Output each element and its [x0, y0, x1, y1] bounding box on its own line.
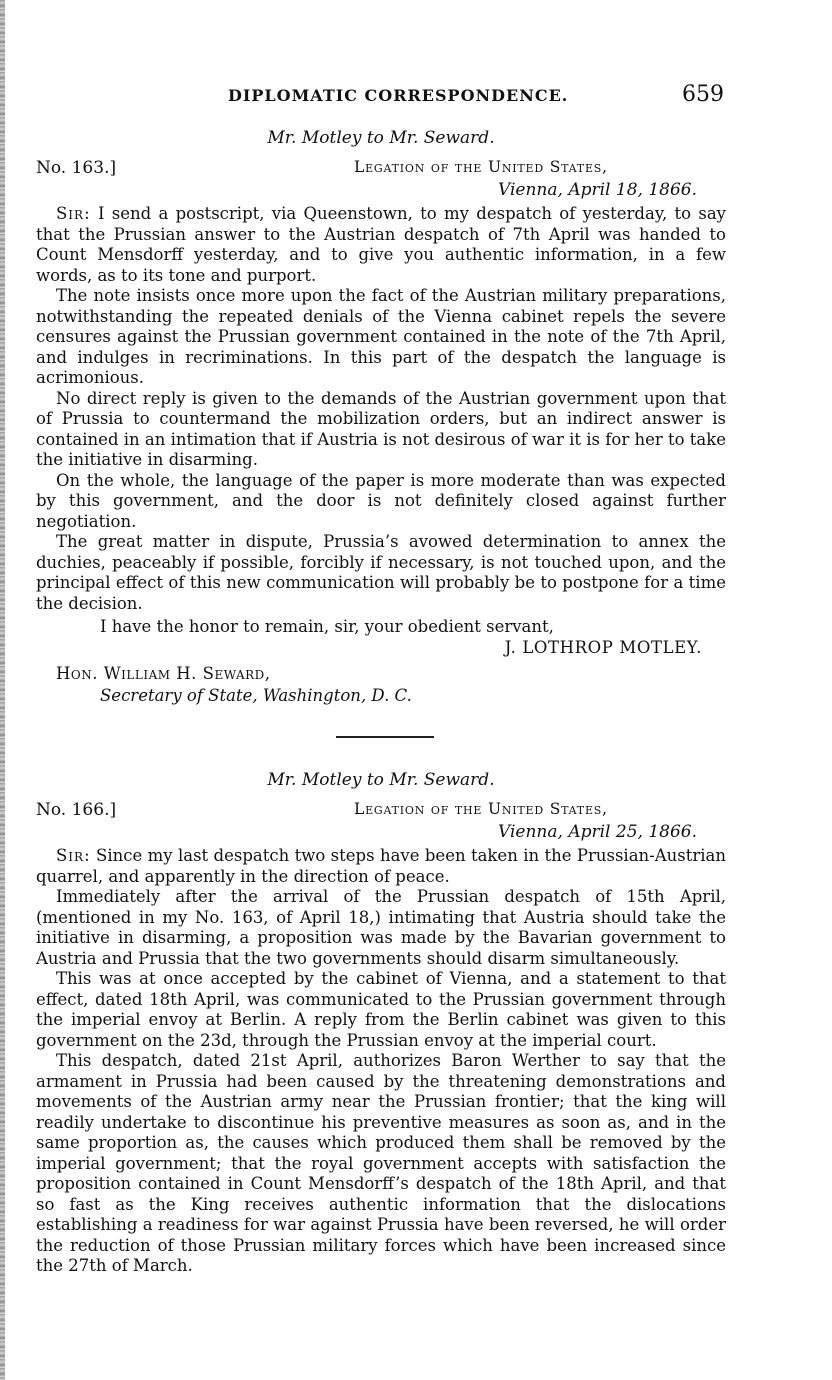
legation-line: Legation of the United States,	[354, 158, 608, 176]
section-divider	[336, 736, 434, 738]
letter-header-row	[36, 800, 726, 846]
running-head	[36, 82, 726, 112]
body-paragraph	[36, 204, 726, 286]
letter-heading-text: Mr. Motley to Mr. Seward.	[267, 770, 495, 790]
paragraph-text: I send a postscript, via Queenstown, to my despatch of yesterday, to say that the Prussian answer to the Austrian despatch of 7th April was handed to Count Mensdorff yesterday, and to give you authentic information, in a few words, as to its tone and purport.	[36, 204, 726, 285]
letter-header-row	[36, 158, 726, 204]
addressee-name: Hon. William H. Seward,	[56, 664, 271, 683]
body-paragraph: On the whole, the language of the paper is more moderate than was expected by this government, and the door is not definitely closed against further negotiation.	[36, 470, 726, 531]
letter-heading	[36, 128, 726, 148]
place-date: Vienna, April 25, 1866.	[498, 822, 697, 842]
body-paragraph: No direct reply is given to the demands of the Austrian government upon that of Prussia to countermand the mobilization orders, but an indirect answer is contained in an intimation that if Austria is not desirous of war it is for her to take the initiative in disarming.	[36, 388, 727, 469]
signature: J. LOTHROP MOTLEY.	[504, 638, 702, 657]
salutation: Sir:	[56, 846, 91, 865]
body-paragraph: The great matter in dispute, Prussia’s avowed determination to annex the duchies, peaceably if possible, forcibly if necessary, is not touched upon, and the principal effect of this new communication will probably be to postpone for a time the decision.	[36, 532, 726, 613]
body-paragraph: This was at once accepted by the cabinet of Vienna, and a statement to that effect, dated 18th April, was communicated to the Prussian government through the imperial envoy at Berlin. A reply from the Berlin cabinet was given to this government on the 23d, through the Prussian envoy at the imperial court.	[36, 969, 726, 1050]
running-head-title: DIPLOMATIC CORRESPONDENCE.	[228, 86, 569, 105]
paragraph-text: Since my last despatch two steps have been taken in the Prussian-Austrian quarrel, and apparently in the direction of peace.	[36, 846, 727, 886]
letter-heading-text: Mr. Motley to Mr. Seward.	[267, 128, 495, 148]
body-paragraph	[36, 846, 726, 887]
place-date: Vienna, April 18, 1866.	[498, 180, 697, 200]
legation-line: Legation of the United States,	[354, 800, 608, 818]
body-paragraph: Immediately after the arrival of the Prussian despatch of 15th April, (mentioned in my No. 163, of April 18,) intimating that Austria should take the initiative in disarming, a proposition was made by the Bavarian government to Austria and Prussia that the two governments should disarm simultaneously.	[36, 887, 726, 968]
body-paragraph: The note insists once more upon the fact of the Austrian military preparations, notwithstanding the repeated denials of the Vienna cabinet repels the severe censures against the Prussian government contained in the note of the 7th April, and indulges in recriminations. In this part of the despatch the language is acrimonious.	[36, 286, 726, 387]
addressee-title: Secretary of State, Washington, D. C.	[100, 686, 412, 705]
scan-edge	[0, 0, 5, 1380]
despatch-number: No. 166.]	[36, 800, 117, 820]
letter-no-166	[36, 770, 726, 1277]
document-page	[36, 0, 726, 1380]
closing-line: I have the honor to remain, sir, your obedient servant,	[100, 617, 554, 636]
page-number: 659	[682, 82, 724, 107]
despatch-number: No. 163.]	[36, 158, 117, 178]
salutation: Sir:	[56, 204, 91, 223]
letter-heading	[36, 770, 726, 790]
letter-no-163	[36, 128, 726, 707]
body-paragraph: This despatch, dated 21st April, authorizes Baron Werther to say that the armament in Prussia had been caused by the threatening demonstrations and movements of the Austrian army near the Prussian frontier; that the king will readily undertake to discontinue his preventive measures as soon as, and in the same proportion as, the causes which produced them shall be removed by the imperial government; that the royal government accepts with satisfaction the proposition contained in Count Mensdorff’s despatch of the 18th April, and that so fast as the King receives authentic information that the dislocations establishing a readiness for war against Prussia have been reversed, he will order the reduction of those Prussian military forces which have been increased since the 27th of March.	[36, 1051, 726, 1275]
